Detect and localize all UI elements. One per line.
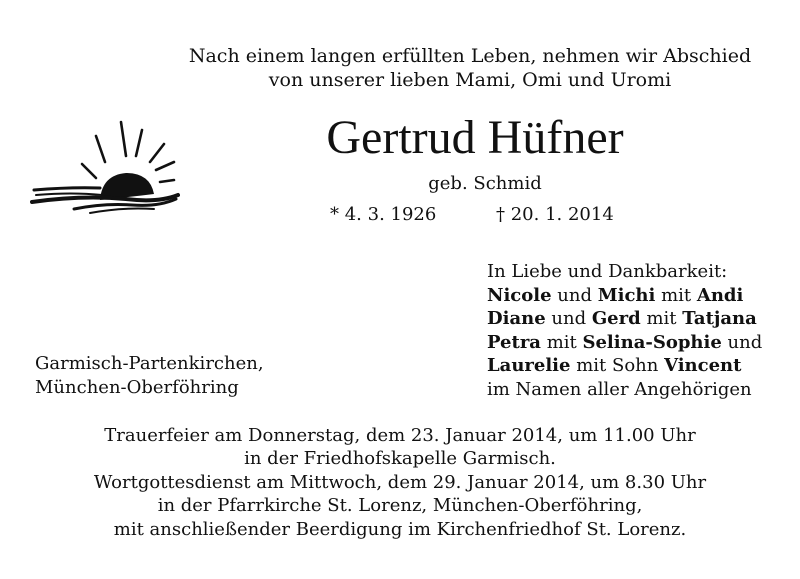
deceased-name: Gertrud Hüfner (326, 111, 624, 164)
mourner-name: Laurelie (487, 355, 571, 377)
place-line-1: Garmisch-Partenkirchen, (35, 353, 264, 374)
mourner-name: Vincent (664, 355, 742, 377)
maiden-name: geb. Schmid (428, 173, 542, 194)
mourner-connector: mit Sohn (570, 355, 665, 377)
service-line-3: Wortgottesdienst am Mittwoch, dem 29. Januar 2014, um 8.30 Uhr (93, 471, 707, 493)
mourners-closing: im Namen aller Angehörigen (487, 378, 752, 400)
death-date: † 20. 1. 2014 (496, 204, 614, 225)
mourner-name: Selina-Sophie (582, 331, 722, 353)
service-line-2: in der Friedhofskapelle Garmisch. (244, 448, 556, 470)
mourner-row (487, 307, 762, 331)
service-info (40, 424, 760, 541)
mourner-row (487, 331, 762, 355)
mourner-name: Michi (597, 284, 656, 306)
intro-line-1: Nach einem langen erfüllten Leben, nehmen wir Abschied (188, 45, 752, 67)
service-line-5: mit anschließender Beerdigung im Kirchenfriedhof St. Lorenz. (113, 518, 687, 540)
rising-sun-icon (30, 118, 180, 222)
intro-line-2: von unserer lieben Mami, Omi und Uromi (268, 69, 672, 91)
mourner-row (487, 284, 762, 308)
intro-text (180, 44, 760, 92)
mourner-name: Petra (487, 331, 541, 353)
mourners-block (487, 260, 762, 402)
mourner-name: Nicole (487, 284, 552, 306)
service-line-4: in der Pfarrkirche St. Lorenz, München-Oberföhring, (157, 495, 643, 517)
mourner-connector: und (551, 284, 598, 306)
places-block (35, 352, 264, 399)
mourner-name: Tatjana (682, 308, 757, 330)
mourner-connector: und (545, 308, 592, 330)
mourner-connector: mit (540, 331, 583, 353)
mourner-name: Diane (487, 308, 546, 330)
place-line-2: München-Oberföhring (35, 376, 239, 398)
mourner-connector: und (721, 331, 763, 353)
birth-date: * 4. 3. 1926 (330, 204, 437, 225)
mourner-name: Gerd (591, 308, 641, 330)
mourners-heading: In Liebe und Dankbarkeit: (487, 261, 728, 282)
service-line-1: Trauerfeier am Donnerstag, dem 23. Januar 2014, um 11.00 Uhr (104, 425, 696, 446)
mourner-connector: mit (640, 308, 683, 330)
mourner-name: Andi (696, 284, 744, 306)
mourner-connector: mit (655, 284, 697, 306)
mourner-row (487, 354, 762, 378)
